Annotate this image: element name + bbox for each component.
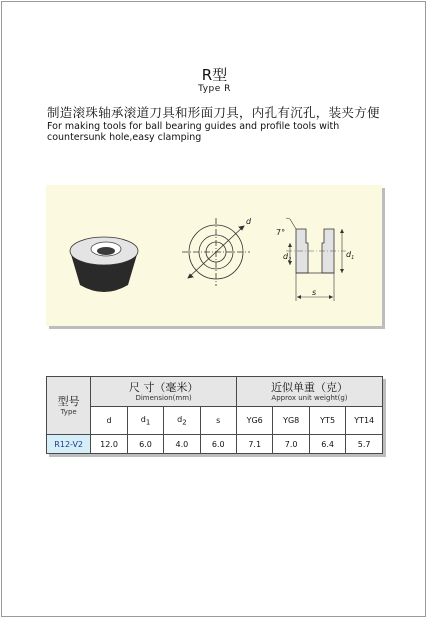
cell-s: 6.0 [200,435,236,454]
dimension-header: 尺 寸（毫米） Dimension(mm) [91,377,237,407]
cell-yt14: 5.7 [346,435,383,454]
label-s: s [312,288,317,297]
cell-yt5: 6.4 [309,435,345,454]
weight-header: 近似单重（克） Approx unit weight(g) [236,377,382,407]
column-header-s: s [200,407,236,435]
column-header-yt14: YT14 [346,407,383,435]
label-d2: $d_2$ [283,252,292,263]
cell-yg6: 7.1 [236,435,272,454]
technical-drawing-panel [46,185,382,326]
cell-d1: 6.0 [127,435,163,454]
page-subtitle: Type R [198,84,231,94]
cell-d2: 4.0 [164,435,200,454]
specification-table [46,376,383,454]
insert-3d-illustration [70,237,138,292]
type-header: 型号 Type [47,377,91,435]
insert-front-view [182,218,250,286]
column-header-yg6: YG6 [236,407,272,435]
column-header-d: d [91,407,128,435]
column-header-yg8: YG8 [273,407,309,435]
description-chinese: 制造滚珠轴承滚道刀具和形面刀具，内孔有沉孔，装夹方便 [47,105,380,120]
column-header-d2: d2 [164,407,200,435]
label-angle: 7° [276,228,286,237]
description-english: For making tools for ball bearing guides and profile tools with countersunk hole,easy clamping [47,121,340,143]
column-header-yt5: YT5 [309,407,345,435]
cell-yg8: 7.0 [273,435,309,454]
model-cell: R12-V2 [47,435,91,454]
column-header-d1: d1 [127,407,163,435]
cell-d: 12.0 [91,435,128,454]
label-d: d [246,217,252,226]
page-title: R型 [201,66,228,84]
table-row [47,435,383,454]
technical-drawing [46,185,382,326]
label-d1: $d_1$ [346,250,355,261]
